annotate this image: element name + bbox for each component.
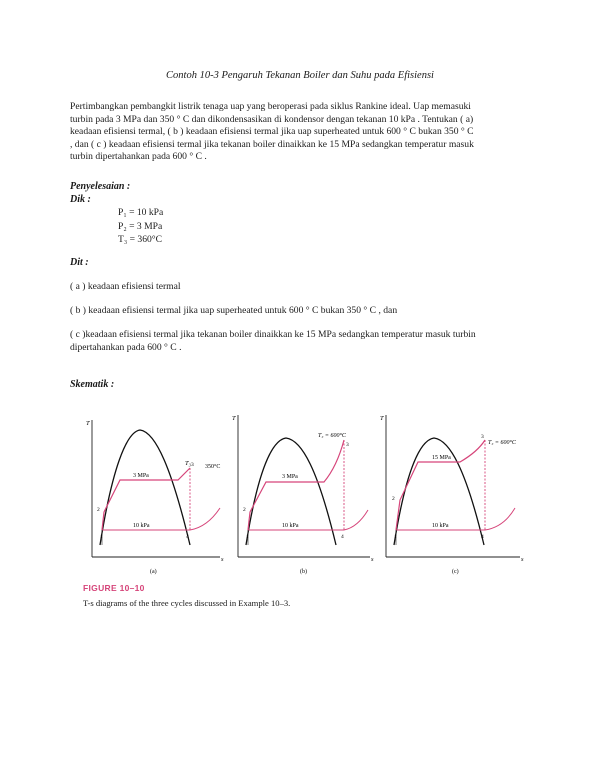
s-axis-label: s <box>521 556 524 563</box>
point-label: 3 <box>481 434 484 440</box>
t3-label: T₃ <box>185 460 191 467</box>
t3-label: T₃ = 600°C <box>488 440 516 446</box>
item-c-line: ( c )keadaan efisiensi termal jika tekanan boiler dinaikkan ke 15 MPa sedangkan temperatur masuk turbin <box>70 329 476 340</box>
panel-label: (a) <box>150 569 157 575</box>
dik-heading: Dik : <box>70 194 91 205</box>
p-high-label: 3 MPa <box>282 474 298 480</box>
point-label: 4 <box>341 534 344 540</box>
point-label: 3 <box>346 442 349 448</box>
panel-label: (c) <box>452 569 459 575</box>
point-label: 2 <box>392 496 395 502</box>
isobar-low <box>344 510 368 530</box>
intro-line: keadaan efisiensi termal, ( b ) keadaan efisiensi termal jika uap superheated untuk 600 ° C bukan 350 ° C <box>70 126 474 138</box>
isobar-low <box>190 508 220 530</box>
given-p2: P₂ = 3 MPa <box>118 220 163 232</box>
penyelesaian-heading: Penyelesaian : <box>70 181 131 192</box>
item-c-line: dipertahankan pada 600 ° C . <box>70 341 182 353</box>
cycle-line <box>396 440 485 530</box>
intro-line: turbin dipertahankan pada 600 ° C . <box>70 151 207 163</box>
item-b: ( b ) keadaan efisiensi termal jika uap superheated untuk 600 ° C bukan 350 ° C , dan <box>70 305 398 316</box>
p-low-label: 10 kPa <box>282 523 299 529</box>
p-high-label: 15 MPa <box>432 455 451 461</box>
t-axis-label: T <box>86 420 90 427</box>
point-label: 1 <box>246 534 249 540</box>
s-axis-label: s <box>221 556 224 563</box>
figure-description: T-s diagrams of the three cycles discussed in Example 10–3. <box>83 598 291 608</box>
point-label: 2 <box>97 507 100 513</box>
point-label: 3 <box>191 462 194 468</box>
t-axis-label: T <box>380 415 384 422</box>
intro-line: Pertimbangkan pembangkit listrik tenaga uap yang beroperasi pada siklus Rankine ideal. Uap memasuki <box>70 101 471 112</box>
p-low-label: 10 kPa <box>133 523 150 529</box>
page-title: Contoh 10-3 Pengaruh Tekanan Boiler dan Suhu pada Efisiensi <box>166 70 434 81</box>
cycle-line <box>248 440 344 530</box>
ts-panel-a <box>86 420 224 575</box>
ts-panel-b <box>232 415 374 575</box>
p-high-label: 3 MPa <box>133 473 149 479</box>
item-a: ( a ) keadaan efisiensi termal <box>70 281 181 292</box>
problem-statement <box>70 101 540 164</box>
point-label: 2 <box>243 507 246 513</box>
skematik-heading: Skematik : <box>70 379 115 390</box>
t3-value-label: 350°C <box>205 464 221 470</box>
figure-caption: FIGURE 10–10 <box>83 583 145 593</box>
isobar-low <box>485 508 515 530</box>
ts-diagrams-figure <box>0 400 600 585</box>
t-axis-label: T <box>232 415 236 422</box>
given-list <box>118 206 163 247</box>
given-t3: T₃ = 360°C <box>118 234 163 245</box>
point-label: 1 <box>100 534 103 540</box>
s-axis-label: s <box>371 556 374 563</box>
item-c <box>70 329 550 354</box>
p-low-label: 10 kPa <box>432 523 449 529</box>
t3-label: T₃ = 600°C <box>318 433 346 439</box>
dit-heading: Dit : <box>70 257 89 268</box>
given-p1: P₁ = 10 kPa <box>118 207 164 218</box>
point-label: 1 <box>394 534 397 540</box>
point-label: 4 <box>481 534 484 540</box>
intro-line: , dan ( c ) keadaan efisiensi termal jika tekanan boiler dinaikkan ke 15 MPa sedangkan temperatur masuk <box>70 138 474 150</box>
panel-label: (b) <box>300 569 307 575</box>
ts-panel-c <box>380 415 524 575</box>
point-label: 4 <box>186 534 189 540</box>
intro-line: turbin pada 3 MPa dan 350 ° C dan dikondensasikan di kondensor dengan tekanan 10 kPa . Tentukan ( a) <box>70 113 474 125</box>
